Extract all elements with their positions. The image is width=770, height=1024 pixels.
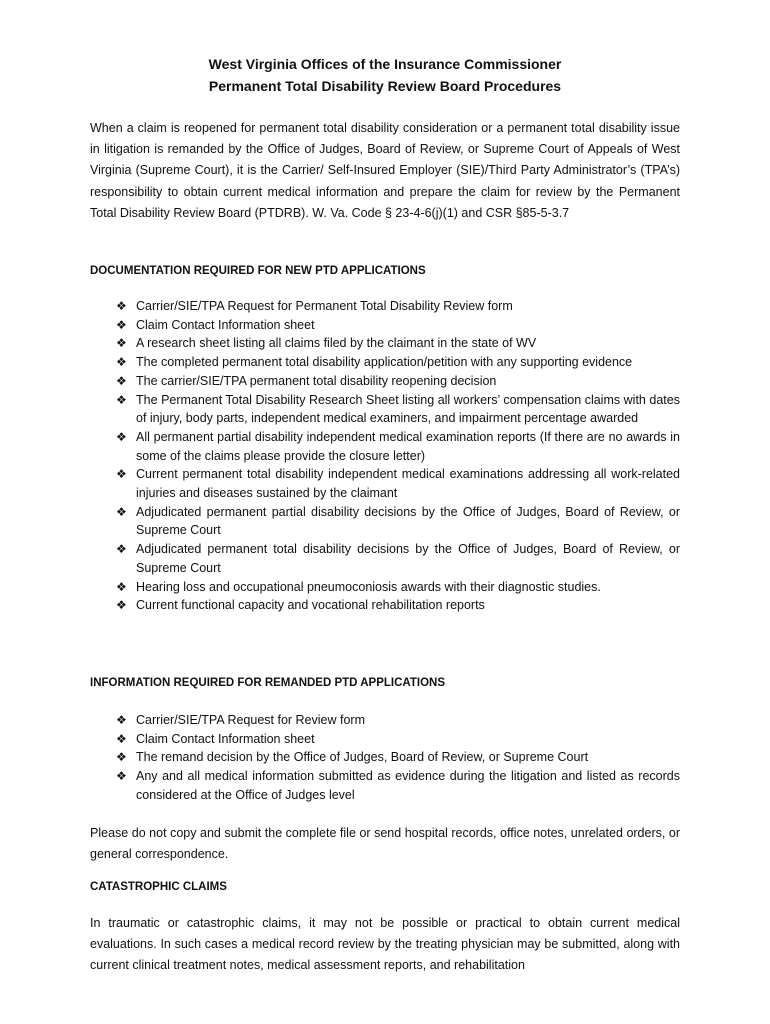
catastrophic-heading: CATASTROPHIC CLAIMS [90, 881, 227, 893]
list-item: ❖ Adjudicated permanent partial disability decisions by the Office of Judges, Board of Review, or Supreme Court [116, 504, 680, 538]
new-ptd-list [116, 297, 680, 615]
diamond-bullet-icon: ❖ [116, 336, 127, 351]
diamond-bullet-icon: ❖ [116, 769, 127, 784]
list-item: ❖ The carrier/SIE/TPA permanent total disability reopening decision [116, 372, 680, 391]
list-item: ❖ Hearing loss and occupational pneumoconiosis awards with their diagnostic studies. [116, 578, 680, 597]
diamond-bullet-icon: ❖ [116, 299, 127, 313]
intro-paragraph: When a claim is reopened for permanent total disability consideration or a permanent total disability issue in litigation is remanded by the Office of Judges, Board of Review, or Supreme Court of Appeals of West Virginia (Supreme Court), it is the Carrier/ Self-Insured Employer (SIE)/Third Party Administrator’s (TPA’s) responsibility to obtain current medical information and prepare the claim for review by the Permanent Total Disability Review Board (PTDRB). W. Va. Code § 23-4-6(j)(1) and CSR §85-5-3.7 [90, 121, 680, 220]
document-title [90, 53, 680, 97]
list-item: ❖ Claim Contact Information sheet [116, 316, 680, 335]
diamond-bullet-icon: ❖ [116, 373, 127, 388]
diamond-bullet-icon: ❖ [116, 542, 127, 557]
diamond-bullet-icon: ❖ [116, 731, 127, 746]
diamond-bullet-icon: ❖ [116, 467, 127, 482]
diamond-bullet-icon: ❖ [116, 429, 127, 444]
catastrophic-paragraph: In traumatic or catastrophic claims, it may not be possible or practical to obtain current medical evaluations. In such cases a medical record review by the treating physician may be submitted, along with current clinical treatment notes, medical assessment reports, and rehabilitation [90, 916, 680, 973]
list-item: ❖ Carrier/SIE/TPA Request for Review form [116, 711, 680, 730]
list-item: ❖ Any and all medical information submitted as evidence during the litigation and listed as records considered at the Office of Judges level [116, 769, 680, 802]
diamond-bullet-icon: ❖ [116, 355, 127, 370]
list-item: ❖ Carrier/SIE/TPA Request for Permanent Total Disability Review form [116, 297, 680, 316]
list-item: ❖ Current functional capacity and vocational rehabilitation reports [116, 596, 680, 615]
diamond-bullet-icon: ❖ [116, 598, 127, 613]
remanded-heading: INFORMATION REQUIRED FOR REMANDED PTD APPLICATIONS [90, 677, 446, 689]
diamond-bullet-icon: ❖ [116, 713, 127, 727]
list-item: ❖ The Permanent Total Disability Research Sheet listing all workers’ compensation claims with dates of injury, body parts, independent medical examiners, and impairment percentage awarded [116, 392, 680, 426]
diamond-bullet-icon: ❖ [116, 392, 127, 407]
note-paragraph: Please do not copy and submit the complete file or send hospital records, office notes, unrelated orders, or general correspondence. [90, 826, 680, 862]
list-item: ❖ Adjudicated permanent total disability decisions by the Office of Judges, Board of Review, or Supreme Court [116, 542, 680, 575]
remanded-list [116, 711, 680, 805]
diamond-bullet-icon: ❖ [116, 579, 127, 594]
diamond-bullet-icon: ❖ [116, 317, 127, 332]
title-line-2: Permanent Total Disability Review Board Procedures [208, 78, 562, 94]
list-item: ❖ A research sheet listing all claims filed by the claimant in the state of WV [116, 334, 680, 353]
new-ptd-heading: DOCUMENTATION REQUIRED FOR NEW PTD APPLICATIONS [90, 265, 426, 277]
list-item: ❖ Claim Contact Information sheet [116, 730, 680, 749]
list-item: ❖ The completed permanent total disability application/petition with any supporting evidence [116, 353, 680, 372]
list-item: ❖ Current permanent total disability independent medical examinations addressing all work-related injuries and diseases sustained by the claimant [116, 467, 680, 501]
list-item: ❖ All permanent partial disability independent medical examination reports (If there are no awards in some of the claims please provide the closure letter) [116, 429, 680, 463]
diamond-bullet-icon: ❖ [116, 750, 127, 765]
list-item: ❖ The remand decision by the Office of Judges, Board of Review, or Supreme Court [116, 748, 680, 767]
diamond-bullet-icon: ❖ [116, 504, 127, 519]
title-line-1: West Virginia Offices of the Insurance Commissioner [208, 56, 562, 72]
